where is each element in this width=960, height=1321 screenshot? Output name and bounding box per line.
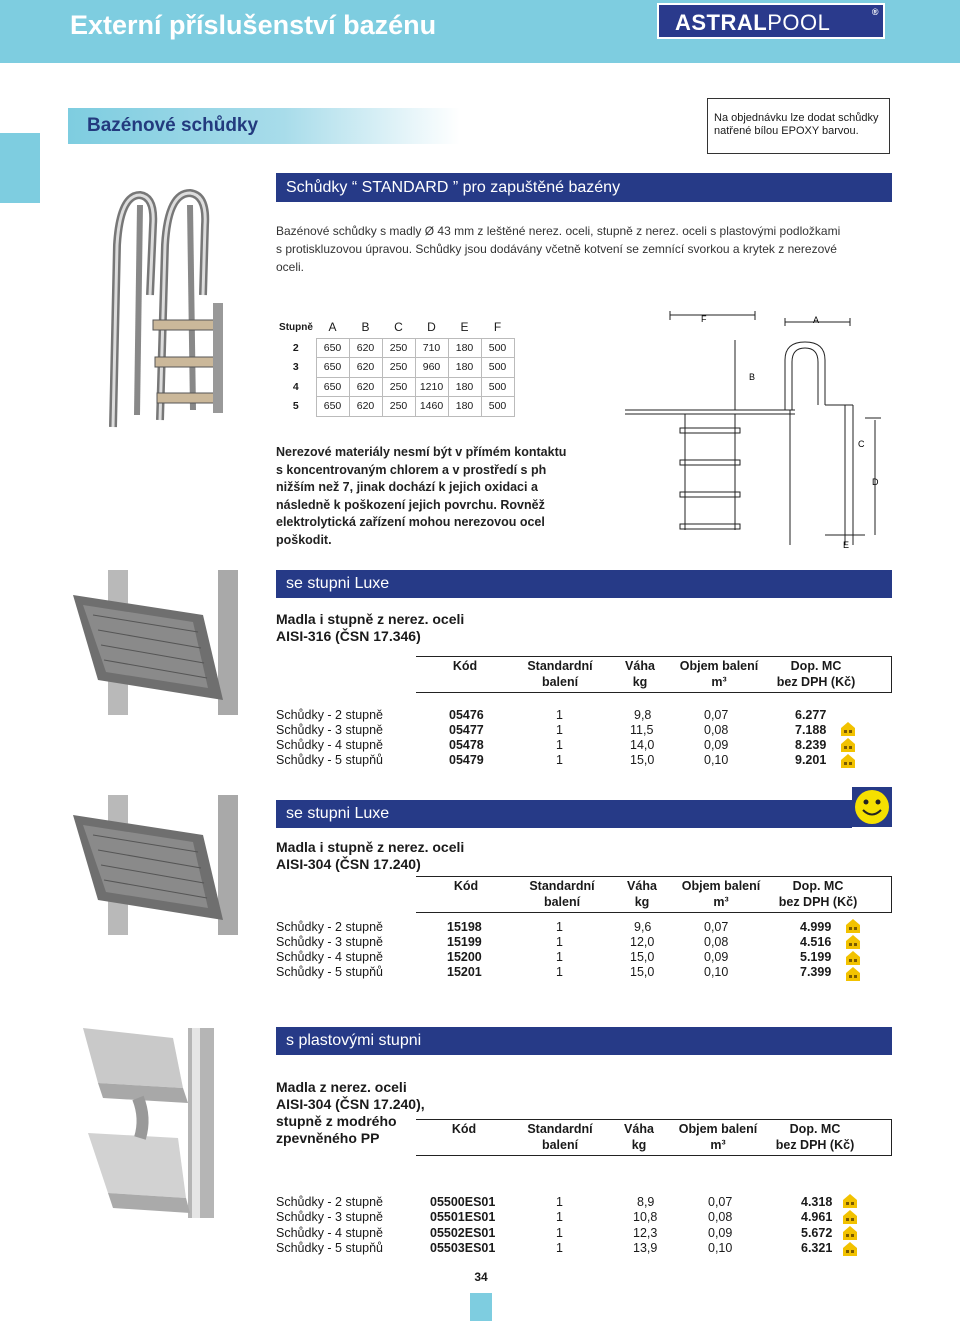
stainless-warning bbox=[276, 444, 576, 550]
col-header-price bbox=[765, 1121, 865, 1153]
dimension-table-header bbox=[276, 316, 514, 338]
row-name: Schůdky - 2 stupně bbox=[276, 708, 384, 722]
dim-cell: 180 bbox=[448, 358, 481, 378]
page-title: Externí příslušenství bazénu bbox=[70, 10, 437, 40]
epoxy-note-box bbox=[707, 98, 890, 154]
dim-cell: 180 bbox=[448, 377, 481, 397]
row-price: 9.201 bbox=[795, 753, 827, 767]
plastic-band bbox=[276, 1027, 892, 1055]
house-icon bbox=[845, 934, 861, 950]
dim-cell: 620 bbox=[349, 338, 382, 358]
warning-line: s koncentrovaným chlorem a v prostředí s ph bbox=[276, 462, 547, 477]
dim-cell: 650 bbox=[316, 338, 349, 358]
row-name: Schůdky - 3 stupně bbox=[276, 723, 384, 737]
row-price: 7.399 bbox=[800, 965, 832, 979]
row-volume: 0,09 bbox=[704, 950, 729, 964]
col-vaha-2: kg bbox=[632, 675, 648, 689]
house-icon bbox=[840, 721, 856, 737]
row-name: Schůdky - 2 stupně bbox=[276, 920, 384, 934]
desc-line-1: Bazénové schůdky s madly Ø 43 mm z leštěné nerez. oceli, stupně z nerez. oceli s plastovými podložkami bbox=[276, 224, 841, 238]
dim-cell: 5 bbox=[292, 400, 299, 413]
col-header-standard bbox=[522, 878, 602, 910]
left-accent-tab bbox=[0, 133, 40, 203]
row-volume: 0,10 bbox=[708, 1241, 733, 1255]
dim-cell: 500 bbox=[481, 397, 514, 417]
col-header-standard bbox=[520, 1121, 600, 1153]
warning-line: nižším než 7, jinak dochází k jejich oxidaci a bbox=[276, 480, 538, 495]
luxe-316-sub2: AISI-316 (ČSN 17.346) bbox=[276, 628, 421, 644]
row-name: Schůdky - 5 stupňů bbox=[276, 753, 384, 767]
header-rule-right bbox=[891, 1119, 892, 1156]
house-icon bbox=[840, 753, 856, 769]
top-bar bbox=[0, 0, 960, 63]
row-weight: 14,0 bbox=[630, 738, 655, 752]
page-number: 34 bbox=[474, 1270, 488, 1284]
logo-bold-text: ASTRAL bbox=[675, 10, 768, 35]
smiley-icon bbox=[852, 787, 892, 827]
table-row bbox=[276, 708, 836, 723]
col-kod-text: Kód bbox=[452, 659, 478, 673]
row-qty: 1 bbox=[556, 708, 563, 722]
row-price: 7.188 bbox=[795, 723, 827, 737]
luxe-304-band-title: se stupni Luxe bbox=[286, 805, 390, 822]
plastic-sub1: Madla z nerez. oceli bbox=[276, 1079, 407, 1095]
dim-cell: 4 bbox=[292, 380, 299, 393]
row-qty: 1 bbox=[556, 920, 563, 934]
dim-cell: 250 bbox=[382, 377, 415, 397]
col-price-1: Dop. MC bbox=[790, 659, 842, 673]
table-row bbox=[276, 377, 514, 397]
house-icon bbox=[842, 1193, 858, 1209]
warning-line: elektrolytická zařízení mohou nerezovou ocel bbox=[276, 515, 545, 530]
plastic-subheading bbox=[276, 1079, 425, 1147]
dim-cell: 650 bbox=[316, 377, 349, 397]
header-rule-top bbox=[416, 876, 892, 877]
diagram-label-d: D bbox=[872, 477, 879, 487]
col-objem-1: Objem balení bbox=[678, 1122, 758, 1136]
row-qty: 1 bbox=[556, 965, 563, 979]
luxe-304-sub2: AISI-304 (ČSN 17.240) bbox=[276, 856, 421, 872]
row-name: Schůdky - 5 stupňů bbox=[276, 1241, 384, 1255]
col-standard-2: balení bbox=[541, 1138, 579, 1152]
row-weight: 9,6 bbox=[634, 920, 652, 934]
dim-cell: 1210 bbox=[415, 377, 448, 397]
col-objem-2: m³ bbox=[711, 675, 727, 689]
header-rule-bottom bbox=[416, 912, 892, 913]
luxe-304-step-photo bbox=[68, 795, 253, 935]
dim-cell: 620 bbox=[349, 358, 382, 378]
note-line-1: Na objednávku lze dodat schůdky bbox=[714, 112, 879, 124]
luxe-316-step-photo bbox=[68, 570, 253, 715]
row-qty: 1 bbox=[556, 1226, 563, 1240]
col-kod-text: Kód bbox=[453, 879, 479, 893]
col-objem-2: m³ bbox=[710, 1138, 726, 1152]
plastic-step-photo bbox=[68, 1028, 258, 1218]
table-row bbox=[276, 935, 836, 950]
dim-header: C bbox=[394, 319, 403, 334]
col-header-objem bbox=[675, 878, 767, 910]
col-header-standard bbox=[520, 658, 600, 690]
row-qty: 1 bbox=[556, 1210, 563, 1224]
row-code: 15198 bbox=[447, 920, 482, 934]
row-volume: 0,07 bbox=[704, 920, 729, 934]
ladder-dimension-diagram bbox=[625, 310, 905, 560]
col-price-2: bez DPH (Kč) bbox=[775, 1138, 855, 1152]
row-qty: 1 bbox=[556, 1195, 563, 1209]
col-objem-1: Objem balení bbox=[679, 659, 759, 673]
luxe-304-sub1: Madla i stupně z nerez. oceli bbox=[276, 839, 465, 855]
row-weight: 8,9 bbox=[637, 1195, 655, 1209]
dim-header: E bbox=[460, 319, 469, 334]
header-rule-top bbox=[416, 1119, 892, 1120]
dim-cell: 710 bbox=[415, 338, 448, 358]
row-code: 05477 bbox=[449, 723, 484, 737]
row-code: 05502ES01 bbox=[430, 1226, 496, 1240]
col-objem-2: m³ bbox=[713, 895, 729, 909]
col-kod-text: Kód bbox=[451, 1122, 477, 1136]
dim-header: Stupně bbox=[279, 321, 313, 333]
dim-cell: 620 bbox=[349, 397, 382, 417]
col-vaha-1: Váha bbox=[624, 1122, 654, 1136]
house-icon bbox=[840, 737, 856, 753]
diagram-label-c: C bbox=[858, 439, 865, 449]
row-name: Schůdky - 3 stupně bbox=[276, 935, 384, 949]
col-header-price bbox=[766, 658, 866, 690]
house-icon bbox=[842, 1241, 858, 1257]
header-rule-bottom bbox=[416, 1155, 892, 1156]
row-name: Schůdky - 4 stupně bbox=[276, 738, 384, 752]
row-volume: 0,07 bbox=[708, 1195, 733, 1209]
header-rule-right bbox=[891, 656, 892, 693]
warning-line: následně k poškození jejich povrchu. Rovněž bbox=[276, 497, 545, 512]
dim-cell: 180 bbox=[448, 397, 481, 417]
luxe-316-sub1: Madla i stupně z nerez. oceli bbox=[276, 611, 465, 627]
standard-band-title: Schůdky “ STANDARD ” pro zapuštěné bazény bbox=[286, 179, 621, 196]
col-price-2: bez DPH (Kč) bbox=[776, 675, 856, 689]
house-icon bbox=[845, 966, 861, 982]
row-code: 15201 bbox=[447, 965, 482, 979]
row-weight: 15,0 bbox=[630, 965, 655, 979]
row-name: Schůdky - 3 stupně bbox=[276, 1210, 384, 1224]
col-standard-1: Standardní bbox=[529, 879, 595, 893]
col-standard-2: balení bbox=[543, 895, 581, 909]
dim-cell: 500 bbox=[481, 338, 514, 358]
row-volume: 0,08 bbox=[704, 723, 729, 737]
section-heading bbox=[68, 108, 460, 144]
page-tab bbox=[470, 1293, 492, 1321]
row-code: 05476 bbox=[449, 708, 484, 722]
row-code: 05478 bbox=[449, 738, 484, 752]
astralpool-logo bbox=[657, 3, 885, 39]
dim-cell: 500 bbox=[481, 377, 514, 397]
house-icon bbox=[845, 918, 861, 934]
row-weight: 11,5 bbox=[630, 723, 654, 737]
row-weight: 15,0 bbox=[630, 950, 655, 964]
row-volume: 0,09 bbox=[708, 1226, 733, 1240]
luxe-316-subheading bbox=[276, 611, 464, 645]
row-weight: 13,9 bbox=[633, 1241, 658, 1255]
row-price: 4.999 bbox=[800, 920, 832, 934]
diagram-label-f: F bbox=[701, 314, 707, 324]
row-weight: 9,8 bbox=[634, 708, 652, 722]
table-row bbox=[276, 358, 514, 378]
table-row bbox=[276, 338, 514, 358]
diagram-label-a: A bbox=[813, 315, 820, 325]
plastic-sub2: AISI-304 (ČSN 17.240), bbox=[276, 1096, 425, 1112]
row-volume: 0,08 bbox=[708, 1210, 733, 1224]
house-icon bbox=[842, 1209, 858, 1225]
table-row bbox=[276, 753, 836, 768]
table-row bbox=[276, 950, 836, 965]
standard-band bbox=[276, 173, 892, 202]
header-rule-bottom bbox=[416, 692, 892, 693]
row-price: 4.961 bbox=[801, 1210, 833, 1224]
col-standard-2: balení bbox=[541, 675, 579, 689]
table-row bbox=[276, 397, 514, 417]
table-row bbox=[276, 1241, 836, 1256]
desc-line-3: oceli. bbox=[276, 260, 305, 274]
dim-header: F bbox=[493, 319, 502, 334]
dim-cell: 250 bbox=[382, 338, 415, 358]
col-header-kod bbox=[439, 1121, 489, 1137]
dim-header: B bbox=[361, 319, 370, 334]
table-row bbox=[276, 1226, 836, 1241]
col-standard-1: Standardní bbox=[527, 659, 593, 673]
dimension-table bbox=[276, 316, 515, 417]
col-price-1: Dop. MC bbox=[792, 879, 844, 893]
col-header-price bbox=[768, 878, 868, 910]
col-header-vaha bbox=[612, 878, 672, 910]
table-row bbox=[276, 723, 836, 738]
col-vaha-2: kg bbox=[634, 895, 650, 909]
dim-cell: 650 bbox=[316, 358, 349, 378]
dim-cell: 650 bbox=[316, 397, 349, 417]
row-qty: 1 bbox=[556, 1241, 563, 1255]
dim-cell: 620 bbox=[349, 377, 382, 397]
col-price-2: bez DPH (Kč) bbox=[778, 895, 858, 909]
row-volume: 0,10 bbox=[704, 965, 729, 979]
house-icon bbox=[842, 1225, 858, 1241]
dim-cell: 500 bbox=[481, 358, 514, 378]
logo-light-text: POOL bbox=[767, 10, 831, 35]
table-row bbox=[276, 1195, 836, 1210]
row-volume: 0,09 bbox=[704, 738, 729, 752]
col-vaha-1: Váha bbox=[625, 659, 655, 673]
row-code: 05479 bbox=[449, 753, 484, 767]
col-objem-1: Objem balení bbox=[681, 879, 761, 893]
row-price: 6.277 bbox=[795, 708, 827, 722]
col-standard-1: Standardní bbox=[527, 1122, 593, 1136]
row-code: 05501ES01 bbox=[430, 1210, 496, 1224]
table-row bbox=[276, 965, 836, 980]
row-name: Schůdky - 2 stupně bbox=[276, 1195, 384, 1209]
luxe-304-band bbox=[276, 800, 852, 828]
row-qty: 1 bbox=[556, 950, 563, 964]
col-header-vaha bbox=[610, 658, 670, 690]
row-price: 8.239 bbox=[795, 738, 827, 752]
col-vaha-2: kg bbox=[631, 1138, 647, 1152]
plastic-sub4: zpevněného PP bbox=[276, 1130, 380, 1146]
col-price-1: Dop. MC bbox=[789, 1122, 841, 1136]
warning-line: Nerezové materiály nesmí být v přímém kontaktu bbox=[276, 445, 567, 459]
row-name: Schůdky - 5 stupňů bbox=[276, 965, 384, 979]
luxe-316-band-title: se stupni Luxe bbox=[286, 575, 390, 592]
row-price: 6.321 bbox=[801, 1241, 833, 1255]
dim-cell: 1460 bbox=[415, 397, 448, 417]
dim-cell: 250 bbox=[382, 358, 415, 378]
row-volume: 0,10 bbox=[704, 753, 729, 767]
warning-line: poškodit. bbox=[276, 532, 332, 547]
row-price: 5.199 bbox=[800, 950, 832, 964]
diagram-label-e: E bbox=[843, 540, 850, 550]
row-weight: 12,3 bbox=[633, 1226, 658, 1240]
row-qty: 1 bbox=[556, 753, 563, 767]
dim-cell: 3 bbox=[292, 361, 299, 374]
plastic-sub3: stupně z modrého bbox=[276, 1113, 397, 1129]
row-volume: 0,07 bbox=[704, 708, 729, 722]
header-rule-right bbox=[891, 876, 892, 913]
header-rule-top bbox=[416, 656, 892, 657]
standard-description bbox=[276, 222, 892, 276]
row-weight: 12,0 bbox=[630, 935, 655, 949]
row-code: 15200 bbox=[447, 950, 482, 964]
row-code: 15199 bbox=[447, 935, 482, 949]
luxe-316-band bbox=[276, 570, 892, 598]
table-row bbox=[276, 738, 836, 753]
section-title: Bazénové schůdky bbox=[87, 115, 259, 136]
col-header-objem bbox=[672, 1121, 764, 1153]
row-price: 4.516 bbox=[800, 935, 832, 949]
row-weight: 15,0 bbox=[630, 753, 655, 767]
row-code: 05503ES01 bbox=[430, 1241, 496, 1255]
diagram-label-b: B bbox=[749, 372, 756, 382]
desc-line-2: s protiskluzovou úpravou. Schůdky jsou dodávány včetně kotvení se zemnící svorkou a krytek z nerezové bbox=[276, 242, 837, 256]
dim-header: D bbox=[427, 319, 436, 334]
table-row bbox=[276, 920, 836, 935]
row-qty: 1 bbox=[556, 723, 563, 737]
row-weight: 10,8 bbox=[633, 1210, 658, 1224]
standard-ladder-photo bbox=[95, 185, 265, 430]
row-qty: 1 bbox=[556, 738, 563, 752]
dim-header: A bbox=[328, 319, 337, 334]
col-header-objem bbox=[673, 658, 765, 690]
row-code: 05500ES01 bbox=[430, 1195, 496, 1209]
house-icon bbox=[845, 950, 861, 966]
row-price: 4.318 bbox=[801, 1195, 833, 1209]
col-header-vaha bbox=[609, 1121, 669, 1153]
dim-cell: 250 bbox=[382, 397, 415, 417]
luxe-304-subheading bbox=[276, 839, 464, 873]
col-header-kod bbox=[441, 878, 491, 894]
col-header-kod bbox=[440, 658, 490, 674]
dim-cell: 960 bbox=[415, 358, 448, 378]
note-line-2: natřené bílou EPOXY barvou. bbox=[714, 125, 859, 137]
dim-cell: 2 bbox=[292, 341, 299, 354]
row-qty: 1 bbox=[556, 935, 563, 949]
logo-registered-mark: ® bbox=[871, 7, 879, 17]
row-name: Schůdky - 4 stupně bbox=[276, 950, 384, 964]
table-row bbox=[276, 1210, 836, 1225]
row-name: Schůdky - 4 stupně bbox=[276, 1226, 384, 1240]
dim-cell: 180 bbox=[448, 338, 481, 358]
row-volume: 0,08 bbox=[704, 935, 729, 949]
col-vaha-1: Váha bbox=[627, 879, 657, 893]
plastic-band-title: s plastovými stupni bbox=[286, 1032, 422, 1049]
row-price: 5.672 bbox=[801, 1226, 833, 1240]
